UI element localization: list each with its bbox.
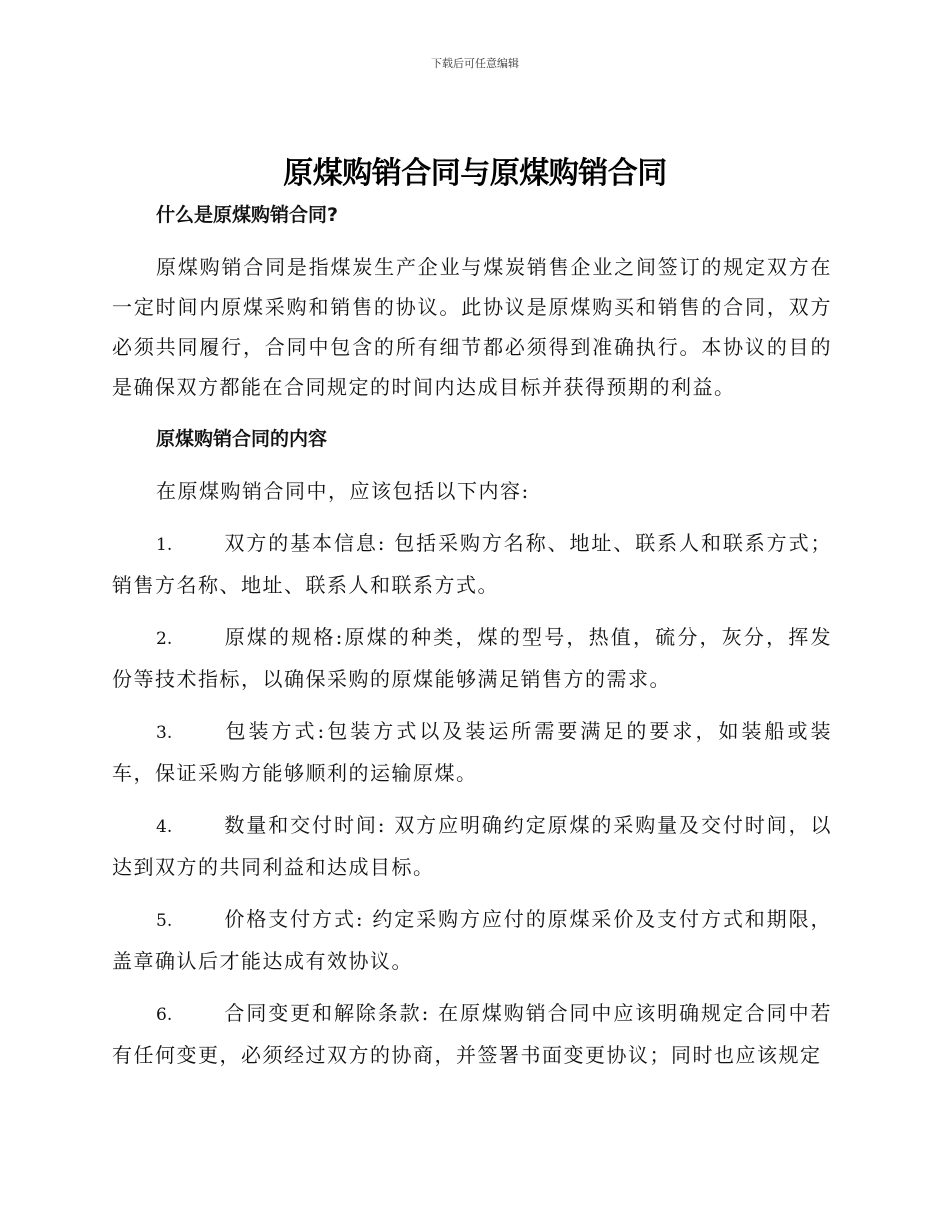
header-note: 下载后可任意编辑 bbox=[431, 57, 519, 70]
list-item-number: 2. bbox=[156, 629, 173, 649]
list-item-text: 双方的基本信息: 包括采购方名称、地址、联系人和联系方式；销售方名称、地址、联系人和联系方式。 bbox=[112, 531, 832, 597]
list-item-text: 价格支付方式: 约定采购方应付的原煤采价及支付方式和期限，盖章确认后才能达成有效协议。 bbox=[112, 907, 832, 973]
section-heading-contents: 原煤购销合同的内容 bbox=[156, 428, 328, 450]
list-item-text: 包装方式:包装方式以及装运所需要满足的要求，如装船或装车，保证采购方能够顺利的运输原煤。 bbox=[112, 719, 832, 785]
list-item-text: 合同变更和解除条款: 在原煤购销合同中应该明确规定合同中若有任何变更，必须经过双方的协商，并签署书面变更协议；同时也应该规定 bbox=[112, 1001, 832, 1067]
list-item bbox=[112, 993, 832, 1075]
list-item bbox=[112, 899, 832, 981]
document-body bbox=[112, 195, 832, 1087]
list-item-text: 原煤的规格:原煤的种类，煤的型号，热值，硫分，灰分，挥发份等技术指标，以确保采购的原煤能够满足销售方的需求。 bbox=[112, 625, 832, 691]
list-item-number: 3. bbox=[156, 723, 173, 743]
list-item bbox=[112, 523, 832, 605]
section-heading-what-is: 什么是原煤购销合同? bbox=[156, 204, 339, 226]
list-item bbox=[112, 711, 832, 793]
section-paragraph-definition: 原煤购销合同是指煤炭生产企业与煤炭销售企业之间签订的规定双方在一定时间内原煤采购和销售的协议。此协议是原煤购买和销售的合同，双方必须共同履行，合同中包含的所有细节都必须得到准确执行。本协议的目的是确保双方都能在合同规定的时间内达成目标并获得预期的利益。 bbox=[112, 255, 832, 399]
list-item-number: 1. bbox=[156, 535, 173, 555]
list-item-text: 数量和交付时间: 双方应明确约定原煤的采购量及交付时间，以达到双方的共同利益和达成目标。 bbox=[112, 813, 832, 879]
list-item bbox=[112, 805, 832, 887]
list-item bbox=[112, 617, 832, 699]
list-item-number: 4. bbox=[156, 817, 173, 837]
list-item-number: 5. bbox=[156, 911, 173, 931]
list-item-number: 6. bbox=[156, 1005, 173, 1025]
document-title: 原煤购销合同与原煤购销合同 bbox=[283, 156, 667, 191]
section-intro: 在原煤购销合同中，应该包括以下内容: bbox=[156, 479, 530, 503]
